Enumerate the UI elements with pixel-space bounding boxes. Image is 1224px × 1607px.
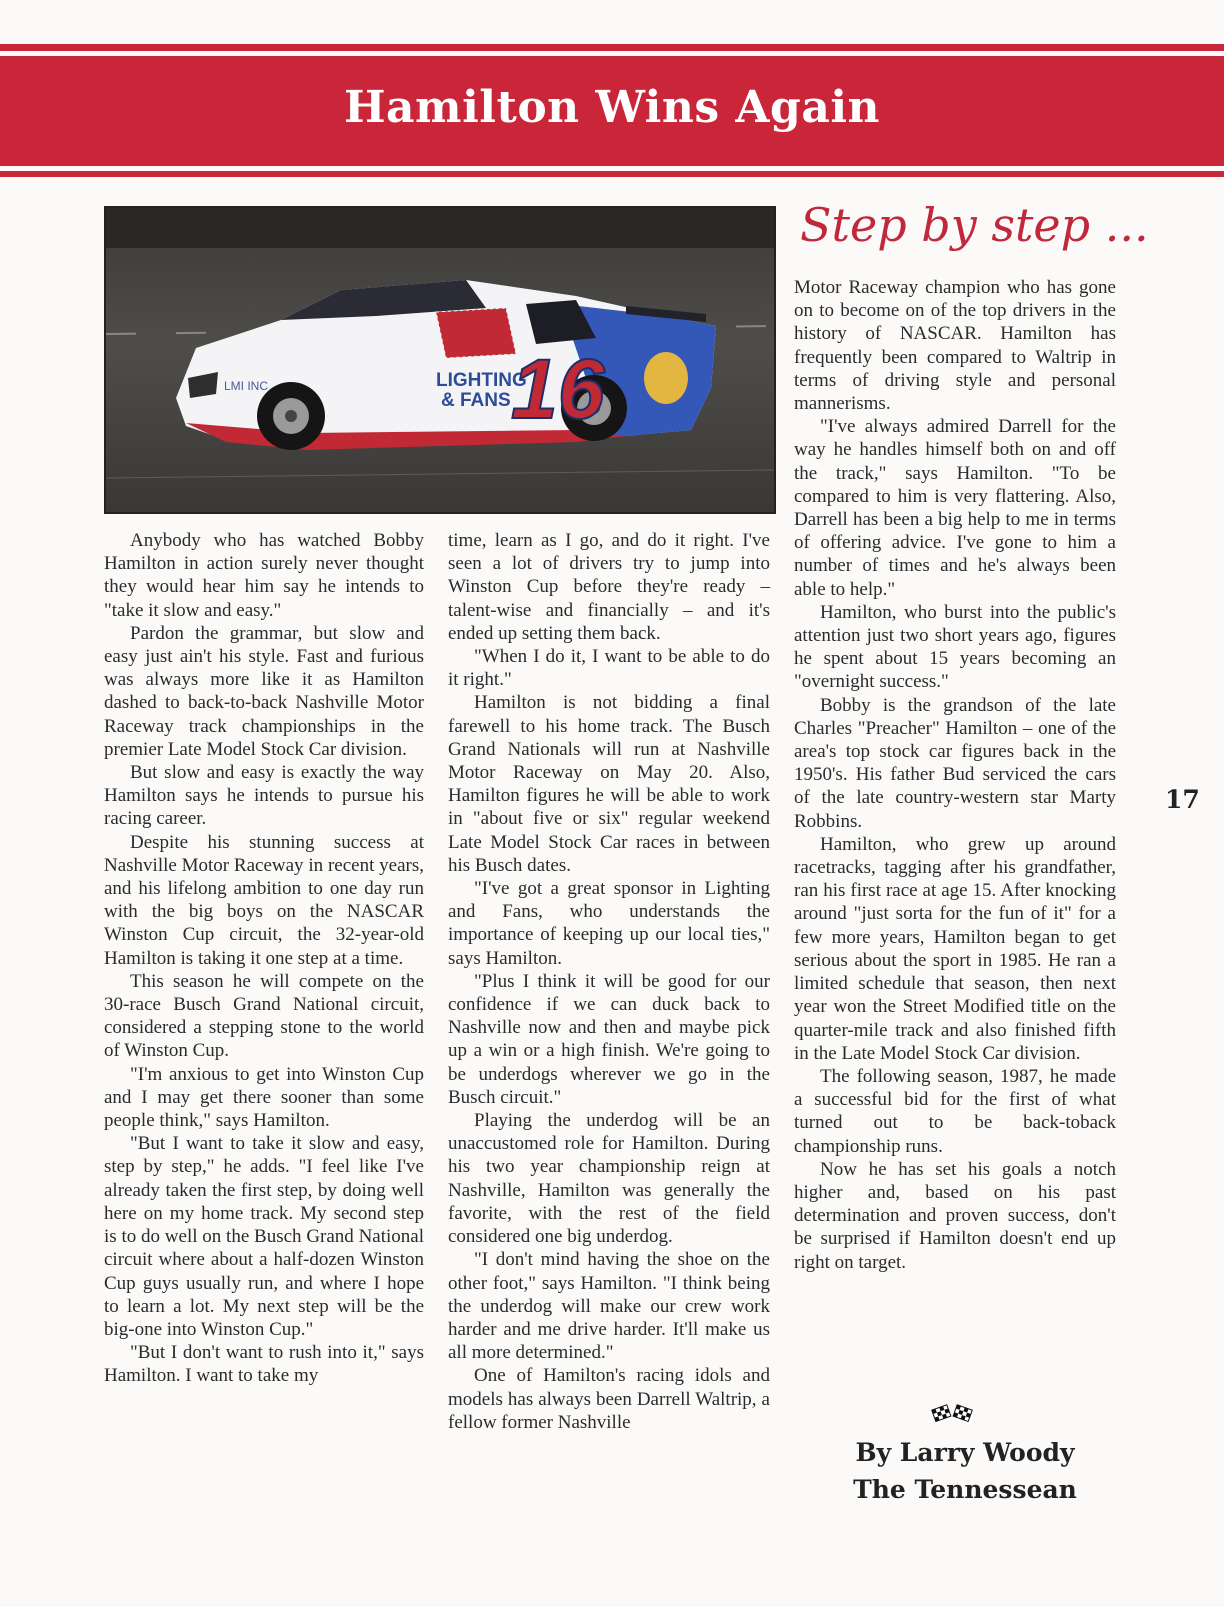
paragraph: This season he will compete on the 30-race Busch Grand National circuit, considered a stepping stone to the world of Winston Cup. (104, 970, 424, 1062)
paragraph: "When I do it, I want to be able to do it right." (448, 646, 770, 691)
paragraph: Hamilton is not bidding a final farewell to his home track. The Busch Grand Nationals will run at Nashville Motor Raceway on May 20. Also, Hamilton figures he will be able to work in "about five or six" regular weekend Late Model Stock Car races in between his Busch dates. (448, 692, 770, 876)
paragraph: Despite his stunning success at Nashville Motor Raceway in recent years, and his lifelong ambition to one day run with the big boys on the NASCAR Winston Cup circuit, the 32-year-old Hamilton is taking it one step at a time. (104, 831, 424, 969)
subheading: Step by step ... (800, 198, 1149, 252)
banner-top-rule (0, 44, 1224, 51)
paragraph: Hamilton, who burst into the public's attention just two short years ago, figures he spent about 15 years becoming an "overnight success." (794, 601, 1116, 693)
paragraph: Now he has set his goals a notch higher and, based on his past determination and proven success, don't be surprised if Hamilton doesn't end up right on target. (794, 1158, 1116, 1273)
paragraph: Pardon the grammar, but slow and easy just ain't his style. Fast and furious was always more like it as Hamilton dashed to back-to-back Nashville Motor Raceway track championships in the premier Late Model Stock Car division. (104, 622, 424, 760)
paragraph: Bobby is the grandson of the late Charles "Preacher" Hamilton – one of the area's top stock car figures back in the 1950's. His father Bud serviced the cars of the late country-western star Marty Robbins. (794, 694, 1116, 832)
paragraph: time, learn as I go, and do it right. I've seen a lot of drivers try to jump into Winston Cup before they're ready – talent-wise and financially – and it's ended up setting them back. (448, 530, 770, 644)
paragraph: Anybody who has watched Bobby Hamilton in action surely never thought they would hear him say he intends to "take it slow and easy." (104, 530, 424, 621)
paragraph: Hamilton, who grew up around racetracks, tagging after his grandfather, ran his first race at age 15. After knocking around "just sorta for the fun of it" for a few more years, Hamilton began to get serious about the sport in 1985. He ran a limited schedule that season, then next year won the Street Modified title on the quarter-mile track and also finished fifth in the Late Model Stock Car division. (794, 833, 1116, 1064)
sponsor-line1: LIGHTING (436, 370, 527, 391)
paragraph: "I'm anxious to get into Winston Cup and I may get there sooner than some people think," says Hamilton. (104, 1063, 424, 1132)
page-number: 17 (1165, 785, 1200, 814)
paragraph: But slow and easy is exactly the way Hamilton says he intends to pursue his racing career. (104, 762, 424, 830)
page-title: Hamilton Wins Again (343, 82, 881, 133)
paragraph: "I've always admired Darrell for the way he handles himself both on and off the track," says Hamilton. "To be compared to him is very flattering. Also, Darrell has been a big help to me in terms of offering advice. I've gone to him a number of times and he's always been able to help." (794, 416, 1116, 600)
paragraph: "Plus I think it will be good for our confidence if we can duck back to Nashville now and then and maybe pick up a win or a high finish. We're going to be underdogs wherever we go in the Busch circuit." (448, 970, 770, 1108)
article-column-3 (794, 276, 1116, 1274)
paragraph: "But I don't want to rush into it," says Hamilton. I want to take my (104, 1342, 424, 1387)
publication-name: The Tennessean (853, 1475, 1077, 1504)
banner-bottom-rule (0, 171, 1224, 177)
paragraph: The following season, 1987, he made a successful bid for the first of what turned out to be back-toback championship runs. (794, 1065, 1116, 1157)
paragraph: Motor Raceway champion who has gone on to become on of the top drivers in the history of NASCAR. Hamilton has frequently been compared to Waltrip in terms of driving style and personal mannerisms. (794, 277, 1116, 415)
race-car-photo (104, 206, 776, 514)
paragraph: One of Hamilton's racing idols and models has always been Darrell Waltrip, a fellow former Nashville (448, 1365, 770, 1433)
car-number: 16 (511, 342, 605, 436)
sponsor-line2: & FANS (441, 390, 511, 411)
article-column-1 (104, 529, 424, 1388)
hood-decal: LMI INC (224, 379, 269, 393)
paragraph: "I've got a great sponsor in Lighting and Fans, who understands the importance of keeping up our local ties," says Hamilton. (448, 878, 770, 969)
checkered-flags-icon (930, 1403, 974, 1432)
title-banner (0, 56, 1224, 172)
article-column-2 (448, 529, 770, 1434)
paragraph: "I don't mind having the shoe on the other foot," says Hamilton. "I think being the underdog will make our crew work harder and me drive harder. It'll make us all more determined." (448, 1249, 770, 1364)
paragraph: Playing the underdog will be an unaccustomed role for Hamilton. During his two year championship reign at Nashville, Hamilton was generally the favorite, with the rest of the field considered one big underdog. (448, 1110, 770, 1248)
author-name: By Larry Woody (855, 1438, 1075, 1467)
byline (800, 1434, 1130, 1508)
paragraph: "But I want to take it slow and easy, step by step," he adds. "I feel like I've already taken the first step, by doing well here on my home track. My second step is to do well on the Busch Grand National circuit where about a half-dozen Winston Cup guys usually run, and where I hope to learn a lot. My next step will be the big-one into Winston Cup." (104, 1133, 424, 1340)
